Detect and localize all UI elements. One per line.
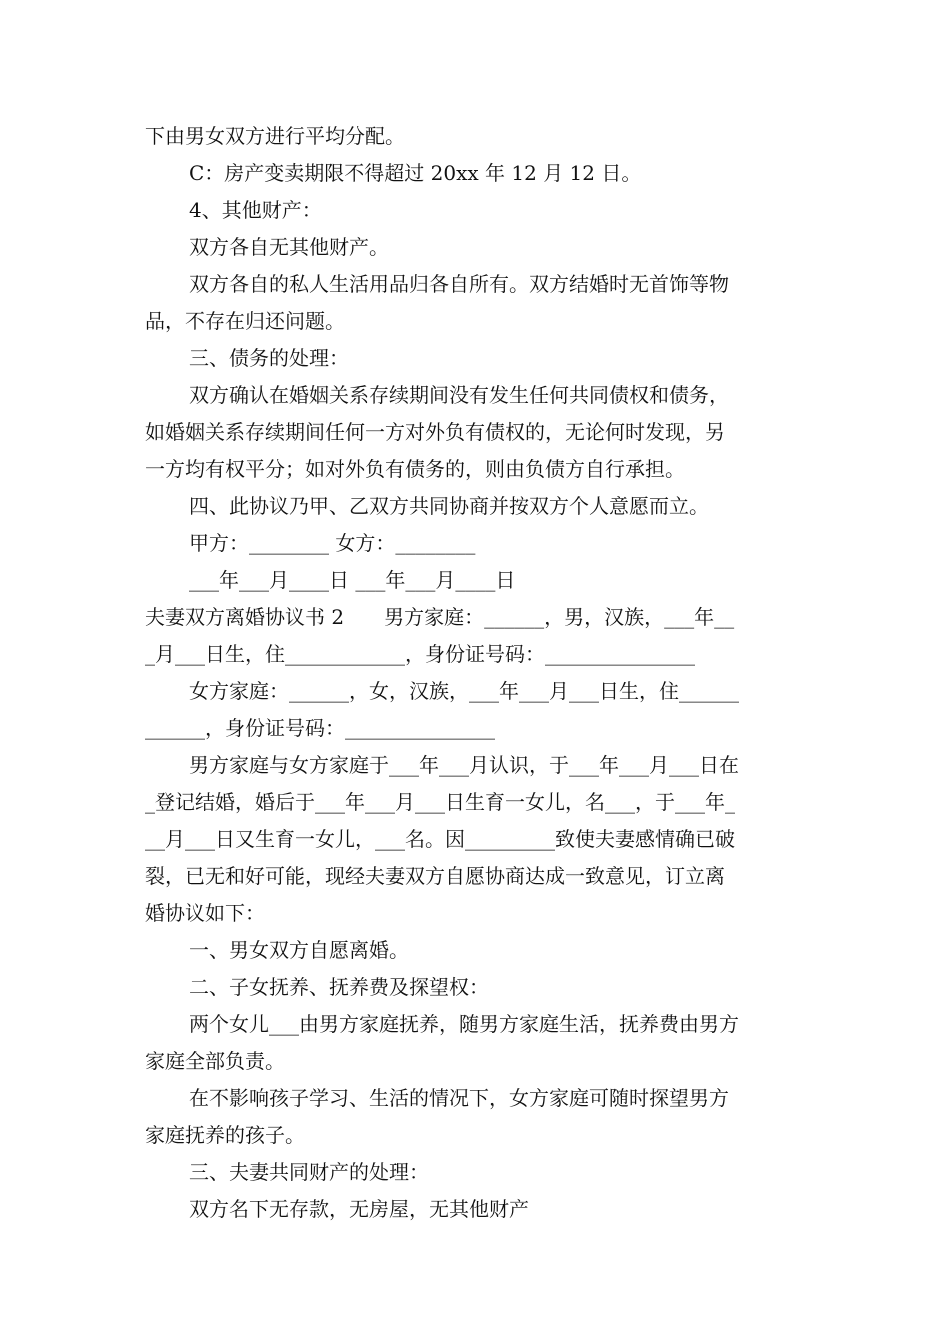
section-heading: 三、夫妻共同财产的处理： <box>189 1160 429 1184</box>
section-heading: 一、男女双方自愿离婚。 <box>189 938 409 962</box>
text-line: ______，身份证号码：_______________ <box>145 716 495 740</box>
section-heading: 三、债务的处理： <box>189 346 349 370</box>
text-line: 下由男女双方进行平均分配。 <box>145 124 405 148</box>
section-heading: 二、子女抚养、抚养费及探望权： <box>189 975 489 999</box>
text-line: 裂，已无和好可能，现经夫妻双方自愿协商达成一致意见，订立离 <box>145 864 725 888</box>
date-line: ___年___月____日 ___年___月____日 <box>189 568 516 592</box>
text-line: 品，不存在归还问题。 <box>145 309 345 333</box>
text-line: 双方确认在婚姻关系存续期间没有发生任何共同债权和债务， <box>189 383 729 407</box>
text-line: 在不影响孩子学习、生活的情况下，女方家庭可随时探望男方 <box>189 1086 729 1110</box>
text-line: _月___日生，住____________，身份证号码：_______________ <box>145 642 695 666</box>
text-line: 夫妻双方离婚协议书 2 男方家庭：______，男，汉族，___年__ <box>145 605 735 629</box>
signature-line: 甲方：________ 女方：________ <box>189 531 476 555</box>
text-line: 婚协议如下： <box>145 901 265 925</box>
text-line: __月___日又生育一女儿，___名。因_________致使夫妻感情确已破 <box>145 827 735 851</box>
text-line: 女方家庭：______，女，汉族，___年___月___日生，住______ <box>189 679 739 703</box>
text-line: 男方家庭与女方家庭于___年___月认识，于___年___月___日在 <box>189 753 739 777</box>
section-heading: 4、其他财产： <box>189 198 322 222</box>
text-line: 双方名下无存款，无房屋，无其他财产 <box>189 1197 529 1221</box>
text-line: 双方各自的私人生活用品归各自所有。双方结婚时无首饰等物 <box>189 272 729 296</box>
text-line: C：房产变卖期限不得超过 20xx 年 12 月 12 日。 <box>189 161 642 185</box>
section-heading: 四、此协议乃甲、乙双方共同协商并按双方个人意愿而立。 <box>189 494 709 518</box>
text-line: 家庭全部负责。 <box>145 1049 285 1073</box>
text-line: 一方均有权平分；如对外负有债务的，则由负债方自行承担。 <box>145 457 685 481</box>
text-line: 家庭抚养的孩子。 <box>145 1123 305 1147</box>
text-line: _登记结婚，婚后于___年___月___日生育一女儿，名___，于___年_ <box>145 790 735 814</box>
text-line: 两个女儿___由男方家庭抚养，随男方家庭生活，抚养费由男方 <box>189 1012 739 1036</box>
text-line: 如婚姻关系存续期间任何一方对外负有债权的，无论何时发现，另 <box>145 420 725 444</box>
document-page <box>145 118 810 1228</box>
text-line: 双方各自无其他财产。 <box>189 235 389 259</box>
